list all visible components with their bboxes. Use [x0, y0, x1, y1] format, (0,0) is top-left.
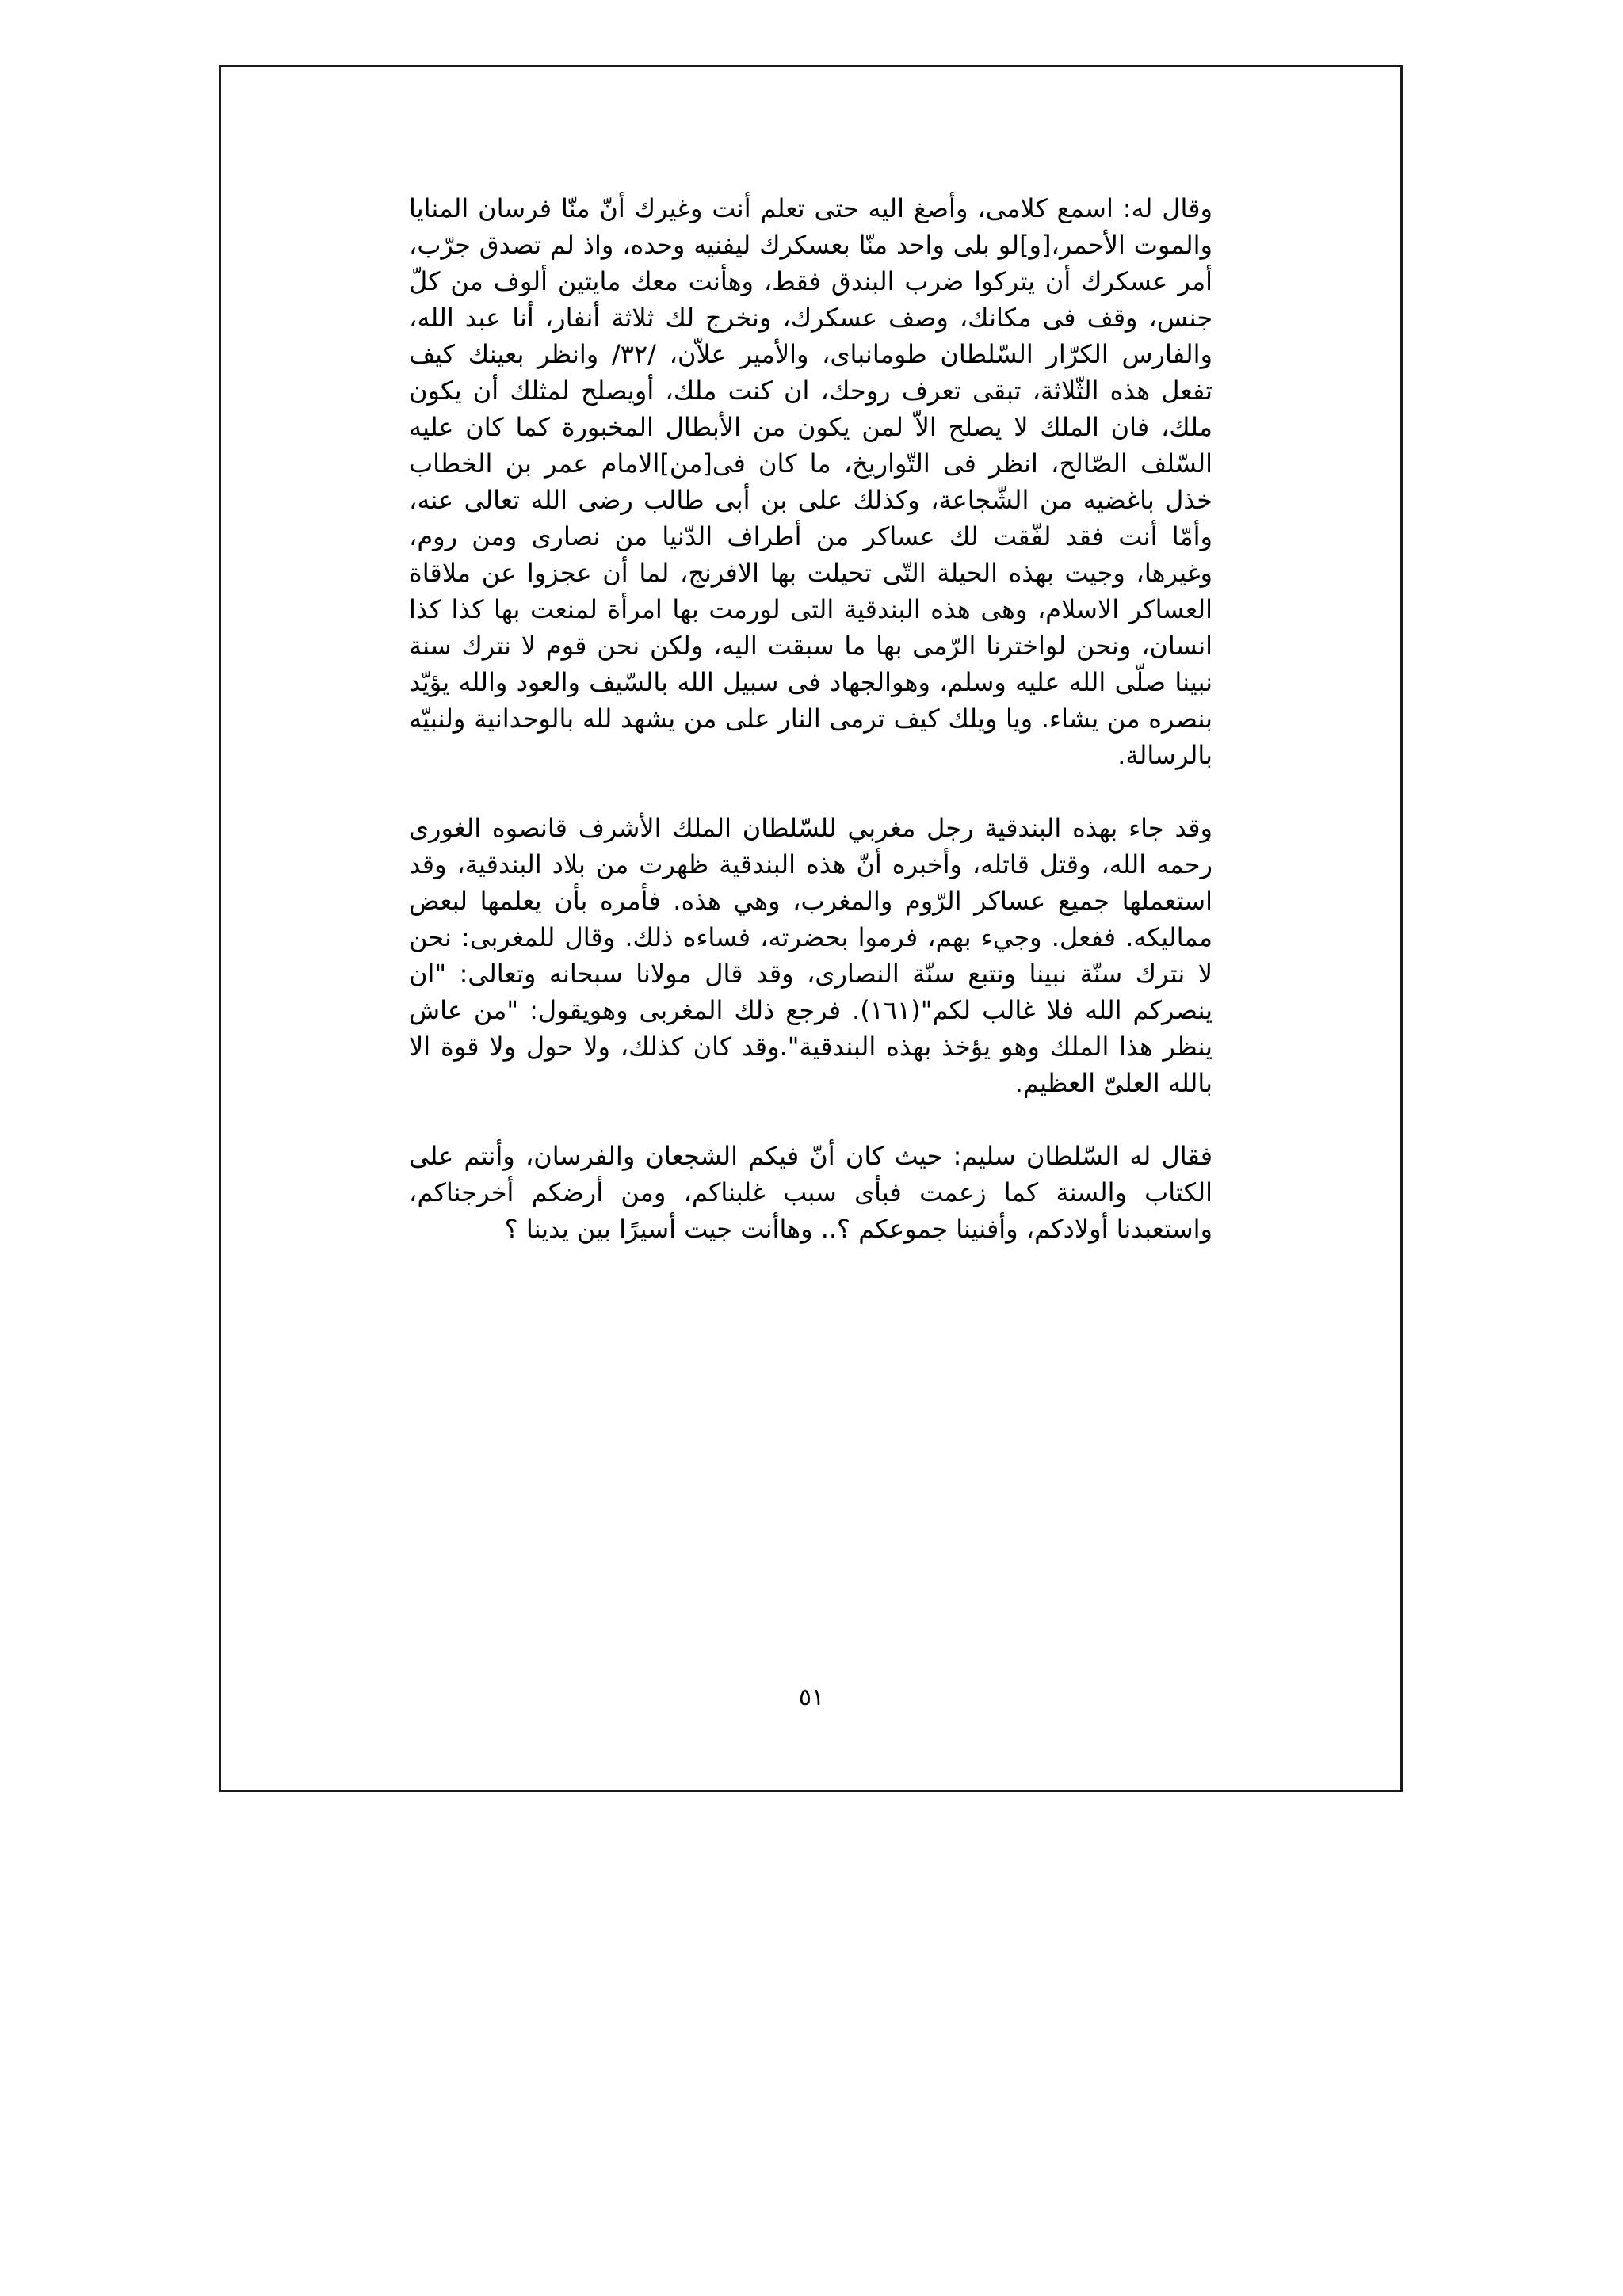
paragraph-2: وقد جاء بهذه البندقية رجل مغربي للسّلطان الملك الأشرف قانصوه الغورى رحمه الله، وقتل قاتله، وأخبره أنّ هذه البندقية ظهرت من بلاد البندقية، وقد استعملها جميع عساكر الرّوم والمغرب، وهي هذه. فأمره بأن يعلمها لبعض مماليكه. ففعل. وجيء بهم، فرموا بحضرته، فساءه ذلك. وقال للمغربى: نحن لا نترك سنّة نبينا ونتبع سنّة النصارى، وقد قال مولانا سبحانه وتعالى: "ان ينصركم الله فلا غالب لكم"(١٦١). فرجع ذلك المغربى وهويقول: "من عاش ينظر هذا الملك وهو يؤخذ بهذه البندقية".وقد كان كذلك، ولا حول ولا قوة الا بالله العلىّ العظيم. — [409, 813, 1213, 1098]
paragraph-1: وقال له: اسمع كلامى، وأصغ اليه حتى تعلم أنت وغيرك أنّ منّا فرسان المنايا والموت الأحمر،[و]لو بلى واحد منّا بعسكرك ليفنيه وحده، واذ لم تصدق جرّب، أمر عسكرك أن يتركوا ضرب البندق فقط، وهأنت معك مايتين ألوف من كلّ جنس، وقف فى مكانك، وصف عسكرك، ونخرج لك ثلاثة أنفار، أنا عبد الله، والفارس الكرّار السّلطان طومانباى، والأمير علاّن، /٣٢/ وانظر بعينك كيف تفعل هذه الثّلاثة، تبقى تعرف روحك، ان كنت ملك، أويصلح لمثلك أن يكون ملك، فان الملك لا يصلح الاّ لمن يكون من الأبطال المخبورة كما كان عليه السّلف الصّالح، انظر فى التّواريخ، ما كان فى[من]الامام عمر بن الخطاب خذل باغضيه من الشّجاعة، وكذلك على بن أبى طالب رضى الله تعالى عنه، وأمّا أنت فقد لفّقت لك عساكر من أطراف الدّنيا من نصارى ومن روم، وغيرها، وجيت بهذه الحيلة التّى تحيلت بها الافرنج، لما أن عجزوا عن ملاقاة العساكر الاسلام، وهى هذه البندقية التى لورمت بها امرأة لمنعت بها كذا كذا انسان، ونحن لواخترنا الرّمى بها ما سبقت اليه، ولكن نحن قوم لا نترك سنة نبينا صلّى الله عليه وسلم، وهوالجهاد فى سبيل الله بالسّيف والعود والله يؤيّد بنصره من يشاء. ويا ويلك كيف ترمى النار على من يشهد لله بالوحدانية ولنبيّه بالرسالة. — [409, 193, 1213, 770]
paragraph-3: فقال له السّلطان سليم: حيث كان أنّ فيكم الشجعان والفرسان، وأنتم على الكتاب والسنة كما زعمت فبأى سبب غلبناكم، ومن أرضكم أخرجناكم، واستعبدنا أولادكم، وأفنينا جموعكم ؟.. وهاأنت جيت أسيرًا بين يدينا ؟ — [409, 1141, 1212, 1244]
page-body — [409, 190, 1212, 1247]
page-number: ٥١ — [798, 1684, 825, 1711]
